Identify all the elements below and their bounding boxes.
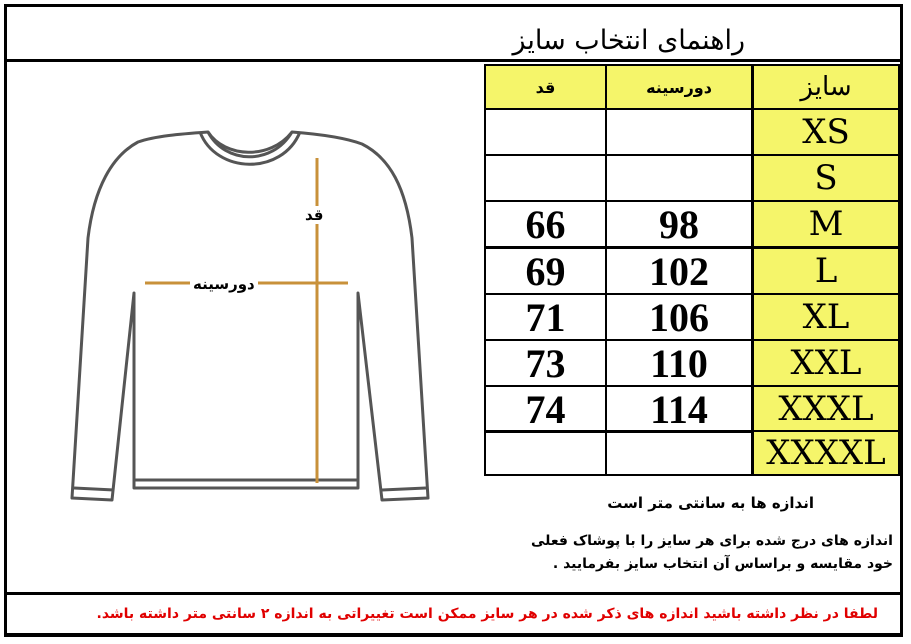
height-cell <box>484 154 607 202</box>
size-cell: XXXXL <box>752 430 900 476</box>
shirt-body-outline <box>72 132 428 500</box>
shirt-diagram <box>60 128 460 528</box>
chest-cell: 110 <box>605 339 753 387</box>
height-cell: 73 <box>484 339 607 387</box>
right-cuff <box>382 488 426 490</box>
instruction-line-2: خود مقایسه و براساس آن انتخاب سایز بفرمایید . <box>552 556 893 572</box>
header-chest: دورسینه <box>605 64 753 110</box>
height-cell <box>484 430 607 476</box>
size-table <box>484 64 900 476</box>
title-bar <box>4 4 903 62</box>
size-cell: XS <box>752 108 900 156</box>
height-cell <box>484 108 607 156</box>
header-height: قد <box>484 64 607 110</box>
left-cuff <box>74 488 114 490</box>
size-cell: XXXL <box>752 385 900 433</box>
size-cell: M <box>752 200 900 248</box>
chest-cell: 98 <box>605 200 753 248</box>
chest-label: دورسینه <box>190 275 258 293</box>
warning-text: لطفا در نظر داشته باشید اندازه های ذکر شده در هر سایز ممکن است تغییراتی به اندازه ۲ سانتی متر داشته باشد. <box>96 606 878 622</box>
chest-cell <box>605 154 753 202</box>
height-cell: 71 <box>484 293 607 341</box>
chest-cell <box>605 108 753 156</box>
chest-cell: 114 <box>605 385 753 433</box>
chest-cell: 102 <box>605 247 753 295</box>
unit-note: اندازه ها به سانتی متر است <box>607 494 814 512</box>
warning-bar <box>4 592 903 637</box>
chest-cell <box>605 430 753 476</box>
size-cell: S <box>752 154 900 202</box>
instruction-line-1: اندازه های درج شده برای هر سایز را با پوشاک فعلی <box>531 533 893 549</box>
size-cell: L <box>752 247 900 295</box>
page-title: راهنمای انتخاب سایز <box>512 25 745 56</box>
height-cell: 74 <box>484 385 607 433</box>
height-label: قد <box>305 206 324 224</box>
chest-cell: 106 <box>605 293 753 341</box>
size-cell: XL <box>752 293 900 341</box>
height-cell: 69 <box>484 247 607 295</box>
size-cell: XXL <box>752 339 900 387</box>
header-size: سایز <box>752 64 900 110</box>
height-cell: 66 <box>484 200 607 248</box>
